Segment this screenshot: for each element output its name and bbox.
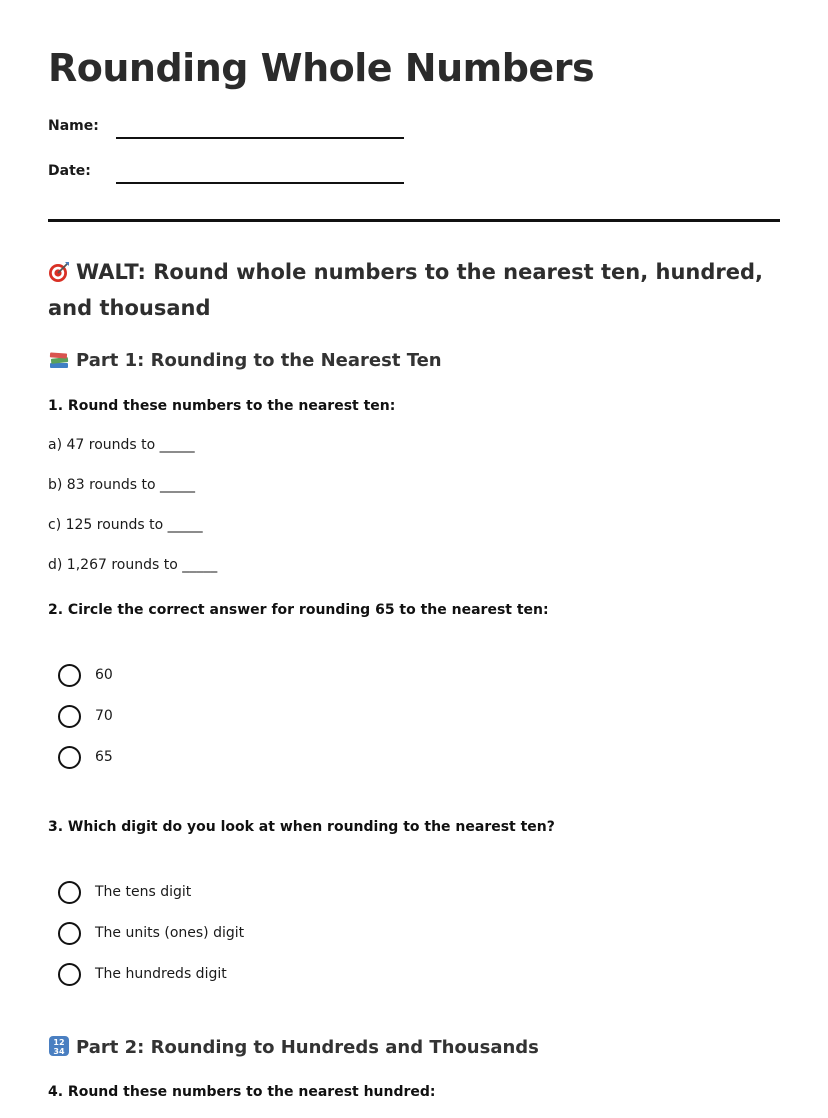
radio-button[interactable]: [58, 881, 81, 904]
q1-item-c: c) 125 rounds to _____: [48, 517, 203, 533]
radio-button[interactable]: [58, 664, 81, 687]
q3-option-label: The hundreds digit: [95, 966, 227, 982]
target-icon: [48, 261, 70, 283]
q2-option[interactable]: [58, 662, 113, 688]
q3-option[interactable]: [58, 879, 191, 905]
q3-option-label: The tens digit: [95, 884, 192, 900]
q4-prompt: 4. Round these numbers to the nearest hundred:: [48, 1084, 436, 1100]
q1-item-a: a) 47 rounds to _____: [48, 437, 195, 453]
q3-option[interactable]: [58, 920, 244, 946]
part2-heading: [48, 1035, 539, 1058]
q2-prompt: 2. Circle the correct answer for rounding 65 to the nearest ten:: [48, 602, 549, 618]
radio-button[interactable]: [58, 705, 81, 728]
q2-option-label: 70: [95, 708, 113, 724]
walt-text: WALT: Round whole numbers to the nearest ten, hundred, and thousand: [48, 260, 764, 320]
q1-item-d: d) 1,267 rounds to _____: [48, 557, 218, 573]
radio-button[interactable]: [58, 963, 81, 986]
name-field: [48, 118, 408, 148]
q3-option-label: The units (ones) digit: [95, 925, 245, 941]
q3-prompt: 3. Which digit do you look at when rounding to the nearest ten?: [48, 819, 555, 835]
name-input-line[interactable]: [116, 137, 404, 139]
name-label: Name:: [48, 118, 99, 134]
q2-option-label: 60: [95, 667, 113, 683]
page-title: Rounding Whole Numbers: [48, 46, 595, 90]
q1-prompt: 1. Round these numbers to the nearest ten:: [48, 398, 396, 414]
svg-text:12: 12: [53, 1038, 65, 1047]
radio-button[interactable]: [58, 922, 81, 945]
books-icon: [48, 348, 70, 370]
walt-heading: [48, 254, 780, 326]
part1-heading: [48, 348, 442, 371]
radio-button[interactable]: [58, 746, 81, 769]
numbers-1234-icon: [48, 1035, 70, 1057]
date-label: Date:: [48, 163, 91, 179]
q2-option[interactable]: [58, 703, 113, 729]
part1-heading-text: Part 1: Rounding to the Nearest Ten: [76, 350, 442, 371]
q2-option[interactable]: [58, 744, 113, 770]
date-field: [48, 163, 408, 193]
header-divider: [48, 219, 780, 222]
q2-option-label: 65: [95, 749, 113, 765]
svg-text:34: 34: [53, 1047, 65, 1056]
part2-heading-text: Part 2: Rounding to Hundreds and Thousands: [76, 1037, 539, 1058]
q3-option[interactable]: [58, 961, 227, 987]
q1-item-b: b) 83 rounds to _____: [48, 477, 195, 493]
date-input-line[interactable]: [116, 182, 404, 184]
